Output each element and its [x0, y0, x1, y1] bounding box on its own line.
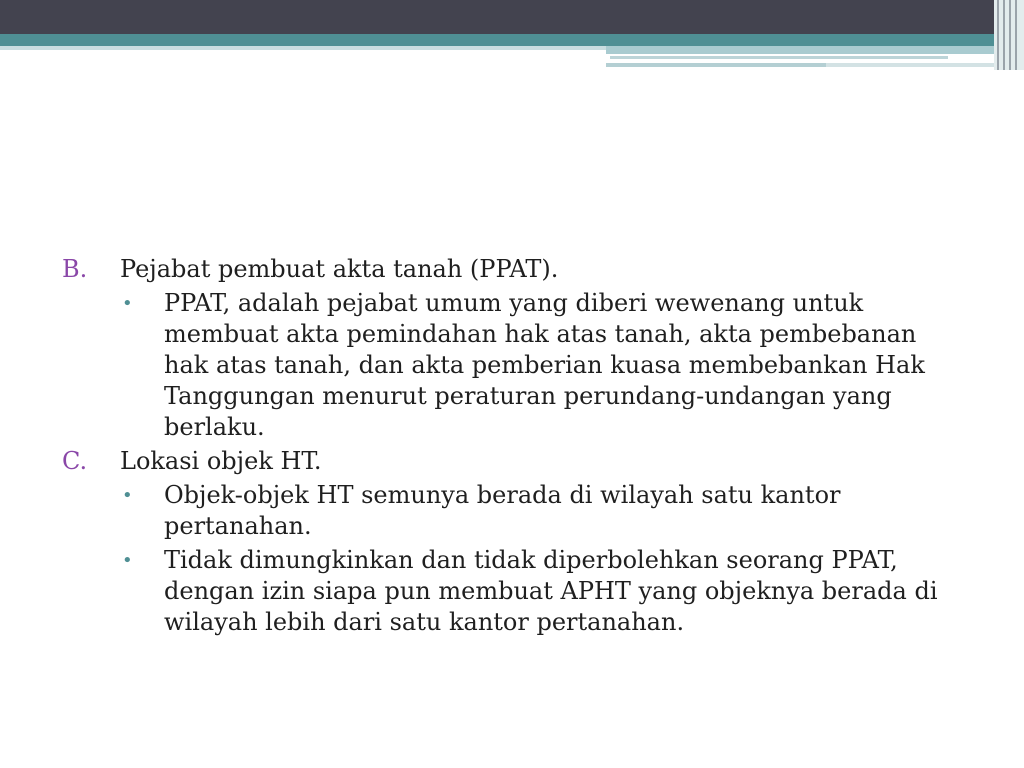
header-stripe — [997, 0, 999, 70]
list-marker: C. — [62, 447, 88, 475]
list-item-text: Lokasi objek HT. — [120, 447, 322, 475]
header-stripe — [1009, 0, 1011, 70]
header-light-band — [0, 46, 606, 50]
bullet-icon: • — [122, 550, 133, 571]
header-thin-line — [826, 63, 998, 67]
list-item-c — [62, 446, 962, 477]
list-marker: B. — [62, 255, 88, 283]
sub-bullet-text: Objek-objek HT semunya berada di wilayah satu kantor pertanahan. — [164, 481, 841, 540]
list-item-text: Pejabat pembuat akta tanah (PPAT). — [120, 255, 559, 283]
bullet-icon: • — [122, 293, 133, 314]
sub-bullet-text: Tidak dimungkinkan dan tidak diperbolehkan seorang PPAT, dengan izin siapa pun membuat APHT yang objeknya berada di wilayah lebih dari satu kantor pertanahan. — [164, 546, 938, 636]
bullet-icon: • — [122, 485, 133, 506]
slide-body — [62, 254, 962, 641]
header-thin-line — [606, 63, 826, 67]
sub-bullet-text: PPAT, adalah pejabat umum yang diberi wewenang untuk membuat akta pemindahan hak atas tanah, akta pembebanan hak atas tanah, dan akta pemberian kuasa membebankan Hak Tanggungan menurut peraturan perundang-undangan yang berlaku. — [164, 289, 925, 441]
header-stripe — [1003, 0, 1005, 70]
header-thin-line — [610, 56, 948, 59]
sub-bullet-item — [122, 480, 944, 542]
sub-bullet-item — [122, 288, 944, 443]
header-dark-band — [0, 0, 1024, 34]
sub-bullet-item — [122, 545, 944, 638]
list-item-b — [62, 254, 962, 285]
header-light-band-right — [606, 46, 1024, 54]
header-teal-band — [0, 34, 1024, 46]
header-stripe — [1015, 0, 1017, 70]
